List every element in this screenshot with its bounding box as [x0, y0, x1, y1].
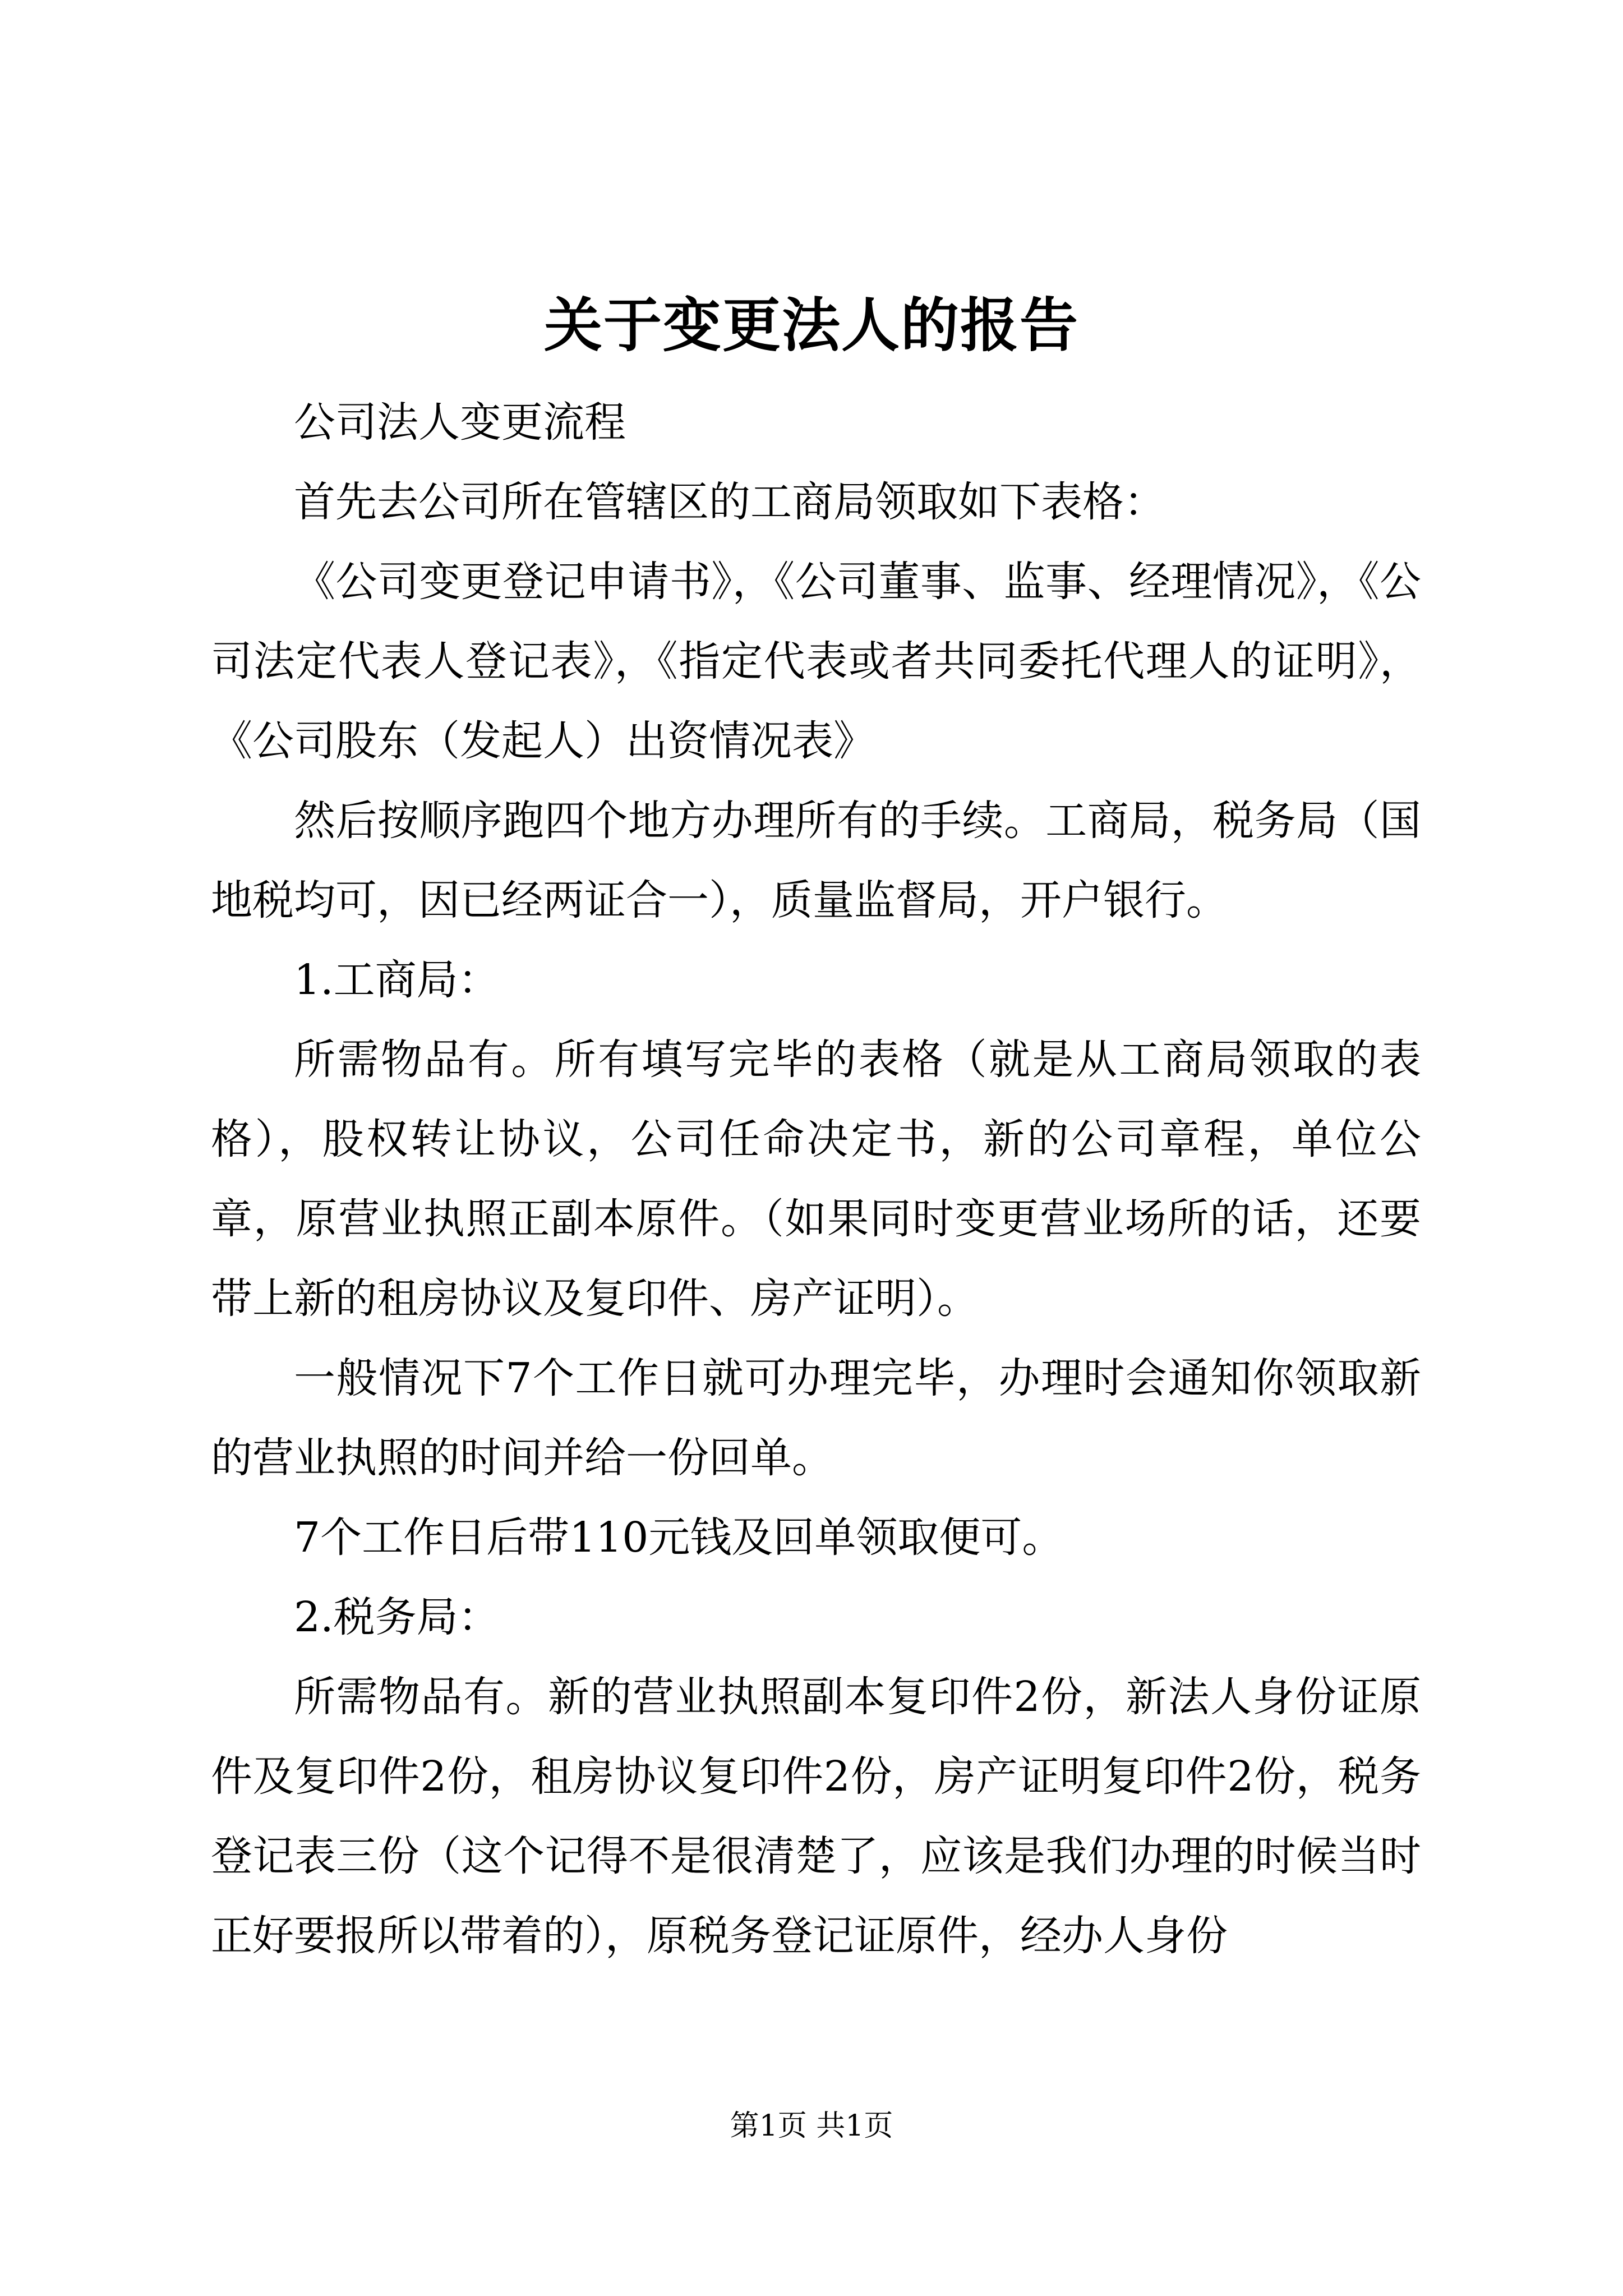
- paragraph: 然后按顺序跑四个地方办理所有的手续。工商局，税务局（国地税均可，因已经两证合一），质量监督局，开户银行。: [211, 797, 1421, 924]
- section-heading: 2.税务局：: [294, 1593, 500, 1641]
- document-title: 关于变更法人的报告: [543, 291, 1079, 360]
- paragraph: 所需物品有。新的营业执照副本复印件2份，新法人身份证原件及复印件2份，租房协议复印件2份，房产证明复印件2份，税务登记表三份（这个记得不是很清楚了，应该是我们办理的时候当时正好要报所以带着的），原税务登记证原件，经办人身份: [211, 1673, 1421, 1960]
- paragraph: 首先去公司所在管辖区的工商局领取如下表格：: [294, 478, 1165, 526]
- paragraph: 7个工作日后带110元钱及回单领取便可。: [294, 1513, 1064, 1562]
- paragraph: 公司法人变更流程: [294, 398, 626, 447]
- document-body: [211, 383, 1421, 1976]
- paragraph: 《公司变更登记申请书》，《公司董事、监事、经理情况》，《公司法定代表人登记表》，《指定代表或者共同委托代理人的证明》，《公司股东（发起人）出资情况表》: [211, 558, 1421, 765]
- page-footer: 第1页 共1页: [730, 2109, 893, 2143]
- section-heading: 1.工商局：: [294, 956, 500, 1004]
- paragraph: 所需物品有。所有填写完毕的表格（就是从工商局领取的表格），股权转让协议，公司任命决定书，新的公司章程，单位公章，原营业执照正副本原件。（如果同时变更营业场所的话，还要带上新的租房协议及复印件、房产证明）。: [211, 1036, 1421, 1323]
- paragraph: 一般情况下7个工作日就可办理完毕，办理时会通知你领取新的营业执照的时间并给一份回单。: [211, 1354, 1421, 1482]
